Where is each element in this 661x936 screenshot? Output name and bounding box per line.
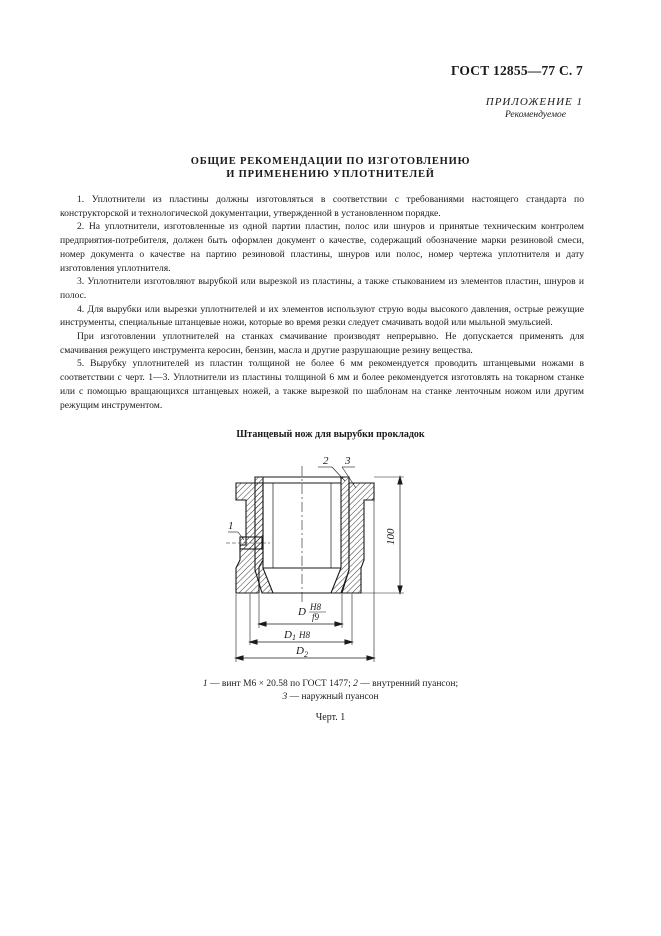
section-title-line2: И ПРИМЕНЕНИЮ УПЛОТНИТЕЛЕЙ: [226, 169, 435, 180]
paragraph: 5. Вырубку уплотнителей из пластин толщиной не более 6 мм рекомендуется проводить штанцевыми ножами в соответствии с черт. 1—3. Уплотнители из пластины толщиной 6 мм и более рекомендуется изготовлять на токарном станке или с помощью вращающихся штанцевых ножей, а также вырезкой по шаблонам на станке ленточным ножом или другим режущим инструментом.: [60, 358, 584, 411]
figure-title: Штанцевый нож для вырубки прокладок: [236, 429, 425, 440]
paragraph: 3. Уплотнители изготовляют вырубкой или вырезкой из пластины, а также стыкованием из элементов пластин, шнуров и полос.: [60, 276, 584, 301]
label-d1: D: [284, 629, 292, 641]
figure-number: Черт. 1: [315, 712, 346, 723]
paragraph: 2. На уплотнители, изготовленные из одной партии пластин, полос или шнуров и принятые техническим контролем предприятия-потребителя, должен быть оформлен документ о качестве, содержащий обозначение марки резиновой смеси, номер документа о качестве на партию резиновой пластины, шнуров или полос, номер чертежа уплотнителя и дату изготовления уплотнителя.: [60, 221, 584, 274]
inner-punch-left: [255, 477, 273, 593]
figure-caption-line2: [0, 691, 661, 704]
body-text: [60, 193, 584, 412]
label-d-fit-top: H8: [310, 602, 321, 612]
appendix-subtitle: Рекомендуемое: [504, 110, 566, 120]
standard-page-header: ГОСТ 12855—77 С. 7: [450, 63, 583, 78]
label-height: 100: [385, 528, 397, 545]
label-part-1: 1: [228, 520, 234, 532]
cutting-die-drawing: [0, 440, 661, 670]
caption-text: — винт М6 × 20.58 по ГОСТ 1477;: [207, 679, 354, 689]
label-d2: D: [296, 645, 304, 657]
label-d: D: [298, 606, 306, 618]
paragraph: 4. Для вырубки или вырезки уплотнителей и их элементов используют струю воды высокого давления, острые режущие инструменты, специальные штанцевые ножи, которые во время резки следует смачивать водой или мыльной эмульсией.: [60, 303, 584, 329]
inner-punch-right: [331, 477, 349, 593]
paragraph: При изготовлении уплотнителей на станках смачивание производят непрерывно. Не допускается применять для смачивания режущего инструмента керосин, бензин, масла и другие разрушающие резину вещества.: [60, 331, 584, 356]
caption-num: 1: [202, 679, 208, 689]
label-d1-fit: H8: [299, 630, 310, 640]
caption-text: — наружный пуансон: [287, 692, 379, 702]
label-d2-sub: 2: [304, 650, 308, 659]
appendix-title: ПРИЛОЖЕНИЕ 1: [485, 96, 583, 108]
label-part-3: 3: [345, 455, 351, 467]
label-d-fit-bottom: f9: [312, 612, 320, 622]
label-d1-sub: 1: [292, 633, 296, 642]
section-title-line1: ОБЩИЕ РЕКОМЕНДАЦИИ ПО ИЗГОТОВЛЕНИЮ: [190, 156, 471, 167]
caption-num: 3: [282, 692, 288, 702]
figure-caption-line1: [0, 678, 661, 691]
caption-num: 2: [353, 679, 358, 689]
caption-text: — внутренний пуансон;: [357, 679, 459, 689]
paragraph: 1. Уплотнители из пластины должны изготовляться в соответствии с требованиями настоящего стандарта по конструкторской и технологической документации, утвержденной в установленном порядке.: [60, 194, 584, 219]
label-part-2: 2: [323, 455, 329, 467]
